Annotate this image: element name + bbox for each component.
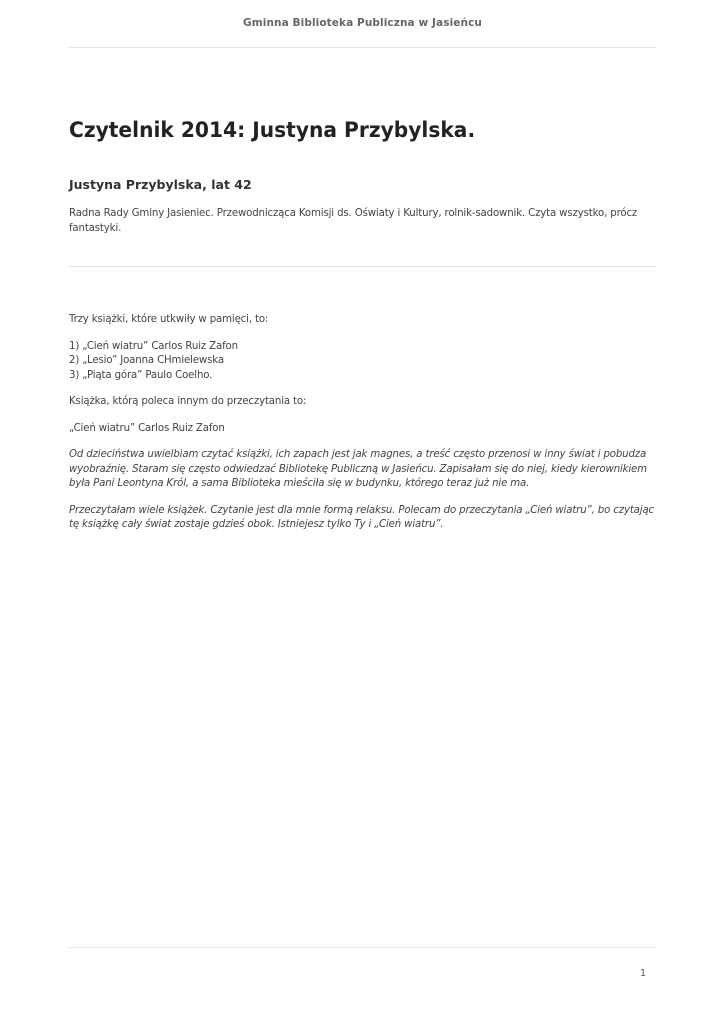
section-divider	[69, 266, 656, 267]
reader-quote-2: Przeczytałam wiele książek. Czytanie jest dla mnie formą relaksu. Polecam do przeczytania „Cień wiatru”, bo czytając tę książkę cały świat zostaje gdzieś obok. Istniejesz tylko Ty i „Cień wiatru”.	[69, 504, 654, 530]
page-title: Czytelnik 2014: Justyna Przybylska.	[69, 118, 476, 143]
reader-bio: Radna Rady Gminy Jasieniec. Przewodnicząca Komisji ds. Oświaty i Kultury, rolnik-sadownik. Czyta wszystko, prócz fantastyki.	[69, 208, 638, 234]
header-divider	[69, 47, 656, 48]
page-number: 1	[639, 968, 646, 979]
article-subtitle: Justyna Przybylska, lat 42	[69, 177, 252, 192]
recommended-book: „Cień wiatru” Carlos Ruiz Zafon	[69, 422, 225, 434]
books-intro: Trzy książki, które utkwiły w pamięci, to:	[69, 314, 269, 325]
site-name-header: Gminna Biblioteka Publiczna w Jasieńcu	[243, 17, 482, 29]
list-item: 3) „Piąta góra” Paulo Coelho.	[69, 369, 213, 381]
reader-quote-1: Od dzieciństwa uwielbiam czytać książki, ich zapach jest jak magnes, a treść często przenosi w inny świat i pobudza wyobraźnię. Staram się często odwiedzać Bibliotekę Publiczną w Jasieńcu. Zapisałam się do niej, kiedy kierownikiem była Pani Leontyna Król, a sama Biblioteka mieściła się w budynku, którego teraz już nie ma.	[69, 449, 647, 489]
footer-divider	[69, 947, 656, 948]
list-item: 1) „Cień wiatru” Carlos Ruiz Zafon	[69, 340, 238, 352]
books-list	[69, 340, 659, 384]
recommend-intro: Książka, którą poleca innym do przeczytania to:	[69, 396, 307, 407]
list-item: 2) „Lesio” Joanna CHmielewska	[69, 355, 224, 366]
article-body	[69, 313, 659, 545]
